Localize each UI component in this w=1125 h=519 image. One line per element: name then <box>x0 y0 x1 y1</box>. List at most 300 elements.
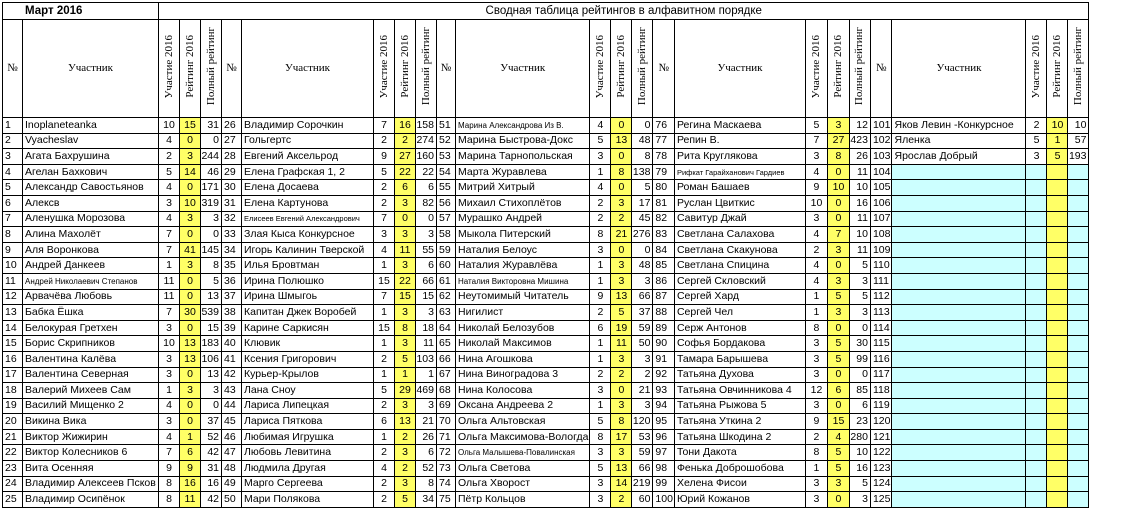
row-number: 19 <box>3 398 23 414</box>
rating-2016: 11 <box>180 492 201 508</box>
participation-2016: 3 <box>590 476 611 492</box>
row-number: 33 <box>222 227 242 243</box>
header-full: Полный рейтинг <box>635 27 648 106</box>
row-number: 83 <box>653 227 675 243</box>
participant-name: Лана Сноу <box>242 383 374 399</box>
rating-2016: 4 <box>827 429 849 445</box>
participant-name: Николай Белозубов <box>456 320 590 336</box>
rating-2016: 2 <box>395 133 416 149</box>
row-number: 90 <box>653 336 675 352</box>
participant-name: Ольга Хворост <box>456 476 590 492</box>
participant-name: Пётр Кольцов <box>456 492 590 508</box>
row-number: 52 <box>437 133 456 149</box>
participant-name <box>892 461 1026 477</box>
participation-2016 <box>1026 429 1047 445</box>
row-number: 22 <box>3 445 23 461</box>
rating-2016 <box>1047 180 1068 196</box>
rating-2016: 3 <box>395 476 416 492</box>
rating-2016 <box>1047 492 1068 508</box>
participant-name: Василий Мищенко 2 <box>23 398 159 414</box>
participant-name: Мыкола Питерский <box>456 227 590 243</box>
participation-2016: 4 <box>590 118 611 134</box>
participation-2016: 1 <box>805 461 827 477</box>
row-number: 75 <box>437 492 456 508</box>
full-rating: 16 <box>849 461 870 477</box>
participant-name: Викина Вика <box>23 414 159 430</box>
participation-2016: 3 <box>805 336 827 352</box>
full-rating: 5 <box>849 258 870 274</box>
participant-name: Ксения Григорович <box>242 351 374 367</box>
full-rating: 31 <box>201 118 222 134</box>
participation-2016: 4 <box>374 242 395 258</box>
full-rating: 15 <box>201 320 222 336</box>
participant-name <box>892 195 1026 211</box>
participation-2016: 3 <box>805 149 827 165</box>
header-rating2016-cell <box>180 20 201 118</box>
participation-2016: 2 <box>805 242 827 258</box>
full-rating: 26 <box>416 429 437 445</box>
participation-2016: 2 <box>374 195 395 211</box>
row-number: 11 <box>3 273 23 289</box>
full-rating: 3 <box>416 227 437 243</box>
participant-name: Владимир Осипёнок <box>23 492 159 508</box>
participation-2016: 1 <box>374 429 395 445</box>
full-rating: 3 <box>632 398 653 414</box>
row-number: 54 <box>437 164 456 180</box>
full-rating <box>1068 195 1089 211</box>
participant-name: Серж Антонов <box>674 320 805 336</box>
rating-2016: 13 <box>611 289 632 305</box>
table-row <box>3 133 1089 149</box>
rating-2016: 2 <box>611 492 632 508</box>
full-rating: 37 <box>632 305 653 321</box>
full-rating: 42 <box>201 492 222 508</box>
table-row <box>3 289 1089 305</box>
participant-name <box>892 367 1026 383</box>
row-number: 85 <box>653 258 675 274</box>
participation-2016: 2 <box>805 429 827 445</box>
participation-2016 <box>1026 242 1047 258</box>
participation-2016: 2 <box>374 445 395 461</box>
full-rating <box>1068 320 1089 336</box>
participation-2016: 5 <box>590 414 611 430</box>
rating-2016: 0 <box>180 414 201 430</box>
header-full-cell <box>632 20 653 118</box>
row-number: 99 <box>653 476 675 492</box>
row-number: 14 <box>3 320 23 336</box>
row-number: 113 <box>870 305 892 321</box>
participant-name: Vyacheslav <box>23 133 159 149</box>
full-rating <box>1068 227 1089 243</box>
table-row <box>3 320 1089 336</box>
full-rating: 59 <box>632 445 653 461</box>
participant-name: Александр Савостьянов <box>23 180 159 196</box>
row-number: 32 <box>222 211 242 227</box>
participation-2016: 8 <box>590 227 611 243</box>
header-row <box>3 20 1089 118</box>
participant-name: Савитур Джай <box>674 211 805 227</box>
row-number: 20 <box>3 414 23 430</box>
rating-2016: 21 <box>611 227 632 243</box>
rating-2016: 10 <box>1047 118 1068 134</box>
full-rating: 103 <box>416 351 437 367</box>
rating-2016: 27 <box>827 133 849 149</box>
participant-name: Виктор Жижирин <box>23 429 159 445</box>
header-participant: Участник <box>456 20 590 118</box>
participation-2016: 2 <box>374 492 395 508</box>
row-number: 10 <box>3 258 23 274</box>
row-number: 42 <box>222 367 242 383</box>
rating-2016: 8 <box>395 320 416 336</box>
rating-2016: 29 <box>395 383 416 399</box>
row-number: 36 <box>222 273 242 289</box>
participation-2016 <box>1026 367 1047 383</box>
row-number: 58 <box>437 227 456 243</box>
full-rating: 52 <box>416 461 437 477</box>
full-rating <box>1068 461 1089 477</box>
row-number: 65 <box>437 336 456 352</box>
row-number: 88 <box>653 305 675 321</box>
participant-name: Регина Маскаева <box>674 118 805 134</box>
full-rating: 106 <box>201 351 222 367</box>
rating-2016 <box>1047 273 1068 289</box>
full-rating: 274 <box>416 133 437 149</box>
participant-name <box>892 320 1026 336</box>
row-number: 70 <box>437 414 456 430</box>
row-number: 30 <box>222 180 242 196</box>
full-rating: 276 <box>632 227 653 243</box>
participation-2016 <box>1026 211 1047 227</box>
participant-name <box>892 258 1026 274</box>
row-number: 118 <box>870 383 892 399</box>
participation-2016: 9 <box>590 289 611 305</box>
row-number: 15 <box>3 336 23 352</box>
participant-name: Ирина Полюшко <box>242 273 374 289</box>
full-rating: 423 <box>849 133 870 149</box>
row-number: 89 <box>653 320 675 336</box>
participation-2016: 2 <box>374 351 395 367</box>
full-rating: 183 <box>201 336 222 352</box>
row-number: 121 <box>870 429 892 445</box>
participant-name: Ольга Максимова-Вологда <box>456 429 590 445</box>
participation-2016: 11 <box>159 273 180 289</box>
participant-name: Клювик <box>242 336 374 352</box>
full-rating: 0 <box>632 118 653 134</box>
full-rating: 11 <box>416 336 437 352</box>
rating-2016: 3 <box>180 258 201 274</box>
row-number: 16 <box>3 351 23 367</box>
row-number: 110 <box>870 258 892 274</box>
row-number: 61 <box>437 273 456 289</box>
full-rating: 50 <box>632 336 653 352</box>
rating-2016: 3 <box>827 305 849 321</box>
header-full-cell <box>201 20 222 118</box>
full-rating <box>1068 305 1089 321</box>
rating-2016: 3 <box>827 242 849 258</box>
header-rating2016-cell <box>611 20 632 118</box>
row-number: 4 <box>3 164 23 180</box>
participation-2016: 2 <box>374 133 395 149</box>
header-full: Полный рейтинг <box>419 27 432 106</box>
rating-2016: 0 <box>395 211 416 227</box>
full-rating: 66 <box>632 289 653 305</box>
participation-2016: 1 <box>590 164 611 180</box>
participation-2016: 15 <box>374 273 395 289</box>
header-part2016-cell <box>159 20 180 118</box>
participation-2016: 4 <box>159 398 180 414</box>
participant-name: Наталия Белоус <box>456 242 590 258</box>
full-rating: 0 <box>849 320 870 336</box>
row-number: 97 <box>653 445 675 461</box>
rating-2016: 3 <box>395 305 416 321</box>
row-number: 41 <box>222 351 242 367</box>
row-number: 27 <box>222 133 242 149</box>
participant-name: Ольга Альтовская <box>456 414 590 430</box>
full-rating <box>1068 336 1089 352</box>
full-rating: 3 <box>849 305 870 321</box>
table-row <box>3 227 1089 243</box>
participation-2016: 3 <box>590 149 611 165</box>
participant-name <box>892 242 1026 258</box>
table-row <box>3 149 1089 165</box>
full-rating: 0 <box>201 133 222 149</box>
rating-2016: 1 <box>180 429 201 445</box>
participant-name: Мари Полякова <box>242 492 374 508</box>
full-rating: 8 <box>416 476 437 492</box>
participant-name: Марго Сергеева <box>242 476 374 492</box>
participant-name: Карине Саркисян <box>242 320 374 336</box>
row-number: 71 <box>437 429 456 445</box>
rating-2016: 2 <box>395 461 416 477</box>
rating-2016: 3 <box>827 118 849 134</box>
participant-name: Людмила Другая <box>242 461 374 477</box>
participation-2016: 5 <box>1026 133 1047 149</box>
participation-2016 <box>1026 227 1047 243</box>
full-rating: 22 <box>416 164 437 180</box>
participation-2016: 4 <box>805 273 827 289</box>
row-number: 1 <box>3 118 23 134</box>
participant-name <box>892 429 1026 445</box>
participation-2016: 2 <box>590 211 611 227</box>
participation-2016: 2 <box>1026 118 1047 134</box>
rating-2016: 22 <box>395 273 416 289</box>
row-number: 28 <box>222 149 242 165</box>
participant-name: Алина Махолёт <box>23 227 159 243</box>
rating-2016: 1 <box>395 367 416 383</box>
full-rating: 6 <box>416 258 437 274</box>
table-row <box>3 414 1089 430</box>
participant-name: Любовь Левитина <box>242 445 374 461</box>
header-part2016: Участие 2016 <box>162 34 175 99</box>
header-rating2016-cell <box>1047 20 1068 118</box>
header-participant: Участник <box>892 20 1026 118</box>
row-number: 78 <box>653 149 675 165</box>
participant-name: Борис Скрипников <box>23 336 159 352</box>
header-rating2016-cell <box>395 20 416 118</box>
row-number: 111 <box>870 273 892 289</box>
participation-2016: 1 <box>805 305 827 321</box>
participation-2016: 12 <box>805 383 827 399</box>
participant-name: Гольгертс <box>242 133 374 149</box>
participant-name <box>892 336 1026 352</box>
full-rating: 11 <box>849 242 870 258</box>
row-number: 40 <box>222 336 242 352</box>
participation-2016: 1 <box>374 367 395 383</box>
row-number: 124 <box>870 476 892 492</box>
rating-2016 <box>1047 289 1068 305</box>
full-rating: 45 <box>632 211 653 227</box>
full-rating: 59 <box>632 320 653 336</box>
full-rating <box>1068 367 1089 383</box>
header-part2016-cell <box>805 20 827 118</box>
header-num: № <box>3 20 23 118</box>
participation-2016: 7 <box>159 242 180 258</box>
full-rating: 55 <box>416 242 437 258</box>
rating-2016: 0 <box>827 367 849 383</box>
row-number: 123 <box>870 461 892 477</box>
participation-2016: 4 <box>374 461 395 477</box>
rating-2016: 13 <box>395 414 416 430</box>
participation-2016: 9 <box>374 149 395 165</box>
row-number: 26 <box>222 118 242 134</box>
rating-2016 <box>1047 305 1068 321</box>
rating-2016: 0 <box>827 258 849 274</box>
full-rating: 46 <box>201 164 222 180</box>
participant-name: Владимир Алексеев Псков <box>23 476 159 492</box>
full-rating: 10 <box>849 180 870 196</box>
header-full: Полный рейтинг <box>1071 27 1084 106</box>
full-rating: 319 <box>201 195 222 211</box>
participation-2016: 2 <box>374 476 395 492</box>
row-number: 37 <box>222 289 242 305</box>
participant-name: Лариса Пяткова <box>242 414 374 430</box>
rating-2016: 3 <box>395 445 416 461</box>
rating-2016: 3 <box>611 398 632 414</box>
participant-name: Татьяна Духова <box>674 367 805 383</box>
participant-name: Наталия Журавлёва <box>456 258 590 274</box>
rating-2016: 3 <box>611 445 632 461</box>
full-rating: 66 <box>416 273 437 289</box>
participant-name <box>892 180 1026 196</box>
participation-2016: 8 <box>159 492 180 508</box>
table-row <box>3 305 1089 321</box>
rating-2016: 3 <box>611 258 632 274</box>
participant-name: Тони Дакота <box>674 445 805 461</box>
table-row <box>3 429 1089 445</box>
participation-2016: 3 <box>159 351 180 367</box>
participation-2016: 5 <box>590 133 611 149</box>
participant-name: Светлана Скакунова <box>674 242 805 258</box>
rating-2016 <box>1047 242 1068 258</box>
full-rating: 10 <box>849 445 870 461</box>
participation-2016: 3 <box>590 445 611 461</box>
rating-2016: 3 <box>395 227 416 243</box>
table-row <box>3 164 1089 180</box>
participant-name: Наталия Викторовна Мишина <box>456 273 590 289</box>
row-number: 5 <box>3 180 23 196</box>
participant-name <box>892 383 1026 399</box>
participant-name: Елена Графская 1, 2 <box>242 164 374 180</box>
full-rating: 145 <box>201 242 222 258</box>
rating-2016: 5 <box>611 305 632 321</box>
rating-2016: 27 <box>395 149 416 165</box>
participant-name: Татьяна Уткина 2 <box>674 414 805 430</box>
participant-name: Яков Левин -Конкурсное <box>892 118 1026 134</box>
full-rating: 3 <box>416 398 437 414</box>
participant-name: Ольга Малышева-Повалинская <box>456 445 590 461</box>
row-number: 48 <box>222 461 242 477</box>
row-number: 9 <box>3 242 23 258</box>
row-number: 114 <box>870 320 892 336</box>
full-rating <box>1068 492 1089 508</box>
full-rating: 57 <box>1068 133 1089 149</box>
participation-2016 <box>1026 476 1047 492</box>
participation-2016: 7 <box>159 227 180 243</box>
full-rating: 0 <box>201 398 222 414</box>
full-rating: 10 <box>1068 118 1089 134</box>
participation-2016 <box>1026 414 1047 430</box>
row-number: 43 <box>222 383 242 399</box>
rating-2016: 14 <box>180 164 201 180</box>
full-rating: 66 <box>632 461 653 477</box>
participant-name <box>892 476 1026 492</box>
participant-name: Роман Башаев <box>674 180 805 196</box>
participation-2016: 1 <box>590 273 611 289</box>
rating-2016: 3 <box>611 273 632 289</box>
rating-2016: 0 <box>611 383 632 399</box>
participant-name: Нина Виноградова 3 <box>456 367 590 383</box>
rating-2016 <box>1047 258 1068 274</box>
header-part2016: Участие 2016 <box>593 34 606 99</box>
participation-2016: 1 <box>374 258 395 274</box>
rating-2016: 0 <box>827 195 849 211</box>
full-rating: 5 <box>201 273 222 289</box>
participation-2016: 15 <box>374 320 395 336</box>
rating-2016: 6 <box>827 383 849 399</box>
full-rating: 1 <box>416 367 437 383</box>
full-rating: 16 <box>201 476 222 492</box>
rating-2016: 8 <box>827 149 849 165</box>
participation-2016: 4 <box>159 211 180 227</box>
participant-name: Сергей Чел <box>674 305 805 321</box>
participation-2016: 8 <box>805 320 827 336</box>
participant-name: Тамара Барышева <box>674 351 805 367</box>
rating-2016: 16 <box>395 118 416 134</box>
row-number: 49 <box>222 476 242 492</box>
full-rating: 0 <box>632 242 653 258</box>
full-rating: 193 <box>1068 149 1089 165</box>
participation-2016: 5 <box>374 383 395 399</box>
rating-2016: 41 <box>180 242 201 258</box>
participant-name: Марта Журавлева <box>456 164 590 180</box>
row-number: 91 <box>653 351 675 367</box>
rating-2016: 13 <box>611 461 632 477</box>
participation-2016: 3 <box>805 398 827 414</box>
full-rating: 5 <box>849 476 870 492</box>
full-rating: 3 <box>201 211 222 227</box>
participant-name: Ирина Шмыгоь <box>242 289 374 305</box>
rating-2016 <box>1047 367 1068 383</box>
rating-2016: 15 <box>395 289 416 305</box>
full-rating: 10 <box>849 227 870 243</box>
row-number: 120 <box>870 414 892 430</box>
full-rating: 21 <box>416 414 437 430</box>
participant-name <box>892 445 1026 461</box>
row-number: 87 <box>653 289 675 305</box>
participation-2016: 1 <box>374 336 395 352</box>
participant-name: Татьяна Рыжова 5 <box>674 398 805 414</box>
row-number: 62 <box>437 289 456 305</box>
